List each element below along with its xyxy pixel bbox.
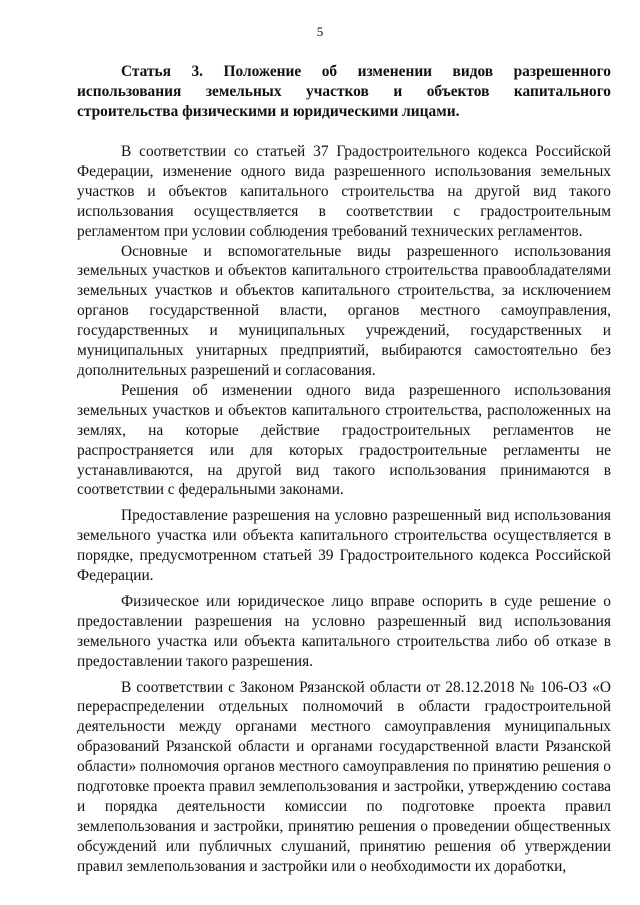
- paragraph-ryazan-law: В соответствии с Законом Рязанской области от 28.12.2018 № 106-ОЗ «О перераспределении отдельных полномочий в области градостроительной деятельности между органами местного самоуправления муниципальных образований Рязанской области и органами государственной власти Рязанской области» полномочия органов местного самоуправления по принятию решения о подготовке проекта правил землепользования и застройки, утверждению состава и порядка деятельности комиссии по подготовке проекта правил землепользования и застройки, принятию решения о проведении общественных обсуждений или публичных слушаний, принятию решения об утверждении правил землепользования и застройки или о необходимости их доработки,: [77, 678, 611, 875]
- article-heading: Статья 3. Положение об изменении видов разрешенного использования земельных участков и объектов капитального строительства физическими и юридическими лицами.: [77, 63, 611, 120]
- paragraph-main-auxiliary-uses: Основные и вспомогательные виды разрешенного использования земельных участков и объектов капитального строительства правообладателями земельных участков и объектов капитального строительства, за исключением органов государственной власти, органов местного самоуправления, государственных и муниципальных учреждений, государственных и муниципальных унитарных предприятий, выбираются самостоятельно без дополнительных разрешений и согласования.: [77, 242, 611, 379]
- paragraph-conditional-use-permit: Предоставление разрешения на условно разрешенный вид использования земельного участка или объекта капитального строительства осуществляется в порядке, предусмотренном статьей 39 Градостроительного кодекса Российской Федерации.: [77, 507, 611, 585]
- paragraph-article-37: В соответствии со статьей 37 Градостроительного кодекса Российской Федерации, изменение одного вида разрешенного использования земельных участков и объектов капитального строительства на другой вид такого использования осуществляется в соответствии с градостроительным регламентом при условии соблюдения требований технических регламентов.: [77, 143, 611, 240]
- page-number: 5: [316, 24, 324, 39]
- document-body: [77, 62, 611, 877]
- paragraph-court-appeal: Физическое или юридическое лицо вправе оспорить в суде решение о предоставлении разрешения на условно разрешенный вид использования земельного участка или объекта капитального строительства либо об отказе в предоставлении такого разрешения.: [77, 592, 611, 670]
- paragraph-federal-laws: Решения об изменении одного вида разрешенного использования земельных участков и объектов капитального строительства, расположенных на землях, на которые действие градостроительных регламентов не распространяется или для которых градостроительные регламенты не устанавливаются, на другой вид такого использования принимаются в соответствии с федеральными законами.: [77, 381, 611, 499]
